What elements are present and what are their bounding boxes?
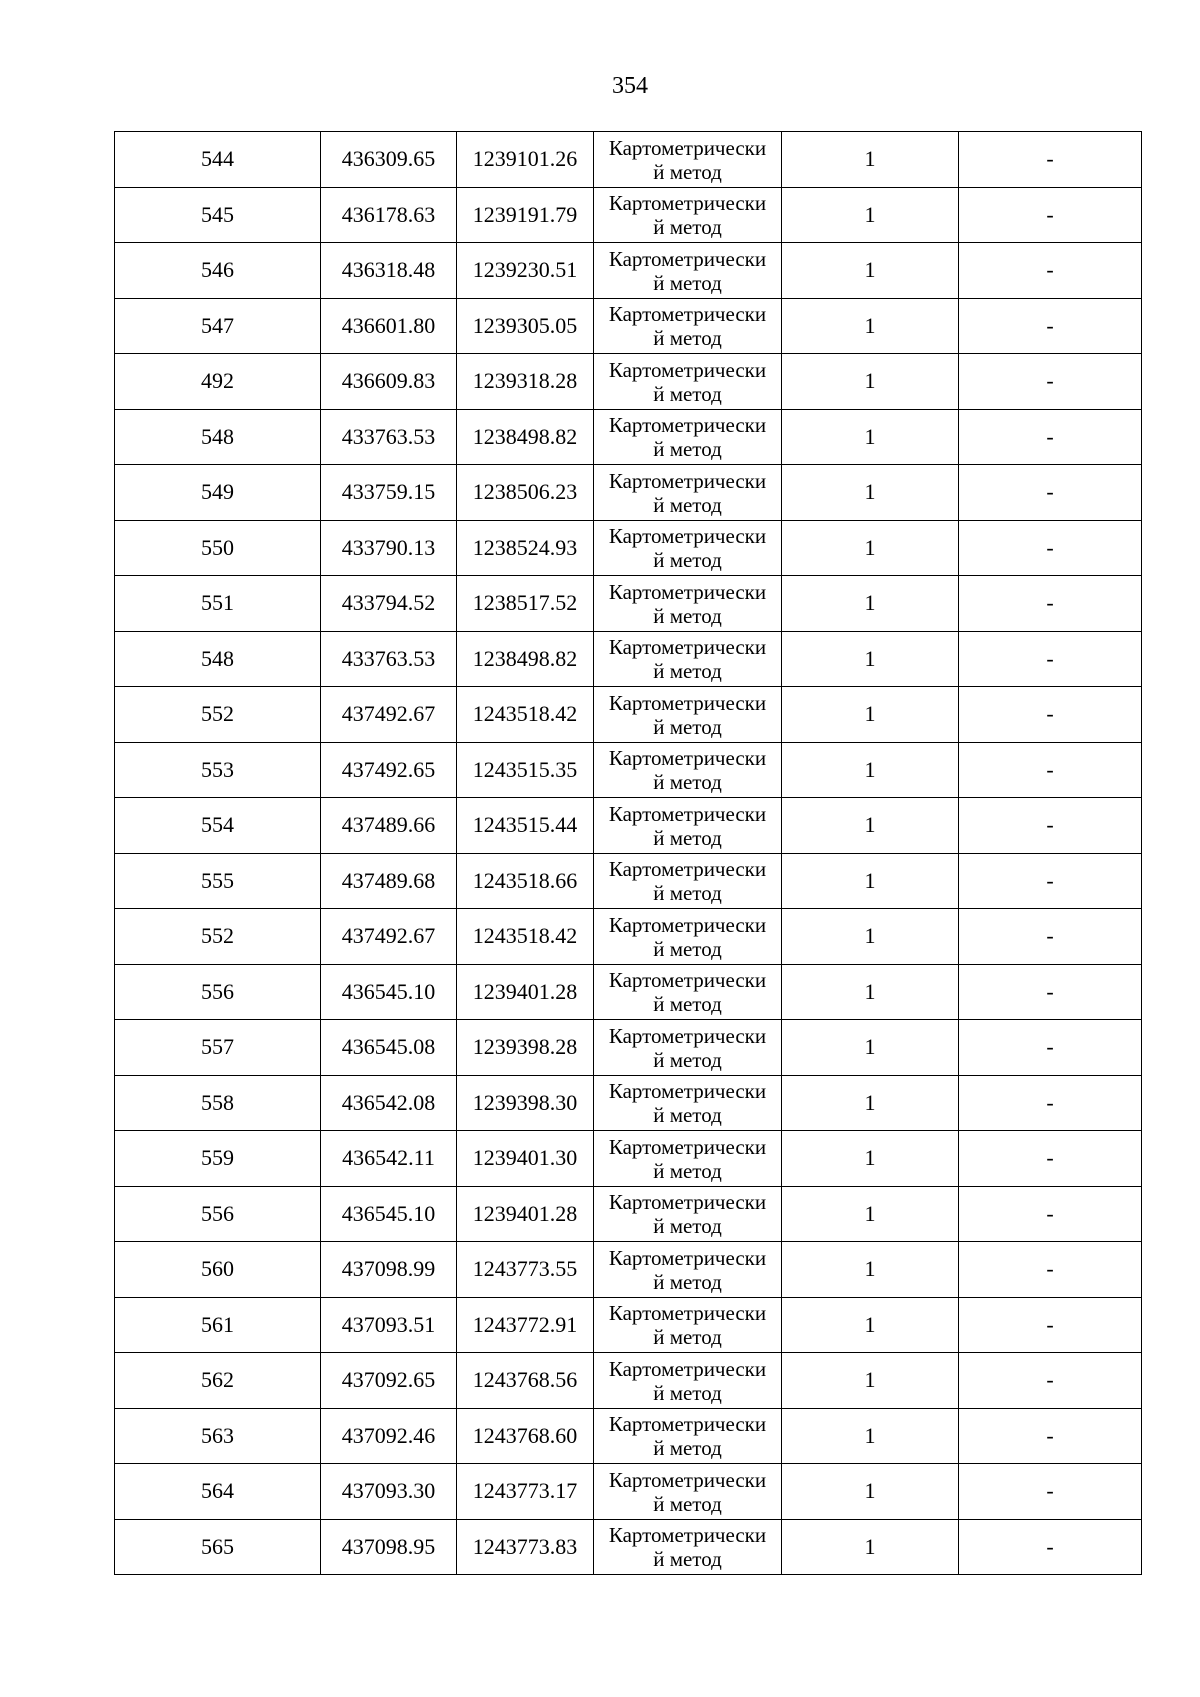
accuracy-cell: 1 [782,964,959,1020]
method-text-line1: Картометрически [608,524,767,549]
method-text-line2: й метод [653,714,722,739]
method-text-line2: й метод [653,1325,722,1350]
point-number-cell: 547 [115,298,321,354]
note-cell: - [959,1075,1142,1131]
x-coordinate-cell: 436318.48 [321,243,457,299]
x-coordinate-cell: 437092.65 [321,1353,457,1409]
accuracy-cell: 1 [782,132,959,188]
point-number-cell: 548 [115,409,321,465]
x-coordinate-cell: 433794.52 [321,576,457,632]
x-coordinate-cell: 433763.53 [321,631,457,687]
y-coordinate-cell: 1238498.82 [457,631,594,687]
y-coordinate-cell: 1239398.30 [457,1075,594,1131]
x-coordinate-cell: 436178.63 [321,187,457,243]
note-cell: - [959,1353,1142,1409]
method-cell [594,354,782,410]
table-row [115,1242,1142,1298]
method-text-line1: Картометрически [608,191,767,216]
note-cell: - [959,576,1142,632]
y-coordinate-cell: 1243772.91 [457,1297,594,1353]
y-coordinate-cell: 1239318.28 [457,354,594,410]
accuracy-cell: 1 [782,243,959,299]
y-coordinate-cell: 1243518.66 [457,853,594,909]
point-number-cell: 556 [115,1186,321,1242]
y-coordinate-cell: 1243768.56 [457,1353,594,1409]
y-coordinate-cell: 1239398.28 [457,1020,594,1076]
method-text-line1: Картометрически [608,857,767,882]
y-coordinate-cell: 1243515.35 [457,742,594,798]
y-coordinate-cell: 1243518.42 [457,909,594,965]
y-coordinate-cell: 1238517.52 [457,576,594,632]
accuracy-cell: 1 [782,631,959,687]
method-text-line1: Картометрически [608,1134,767,1159]
accuracy-cell: 1 [782,909,959,965]
x-coordinate-cell: 437093.51 [321,1297,457,1353]
method-text-line2: й метод [653,1436,722,1461]
x-coordinate-cell: 437492.65 [321,742,457,798]
note-cell: - [959,1186,1142,1242]
point-number-cell: 552 [115,687,321,743]
note-cell: - [959,853,1142,909]
method-text-line2: й метод [653,437,722,462]
method-text-line1: Картометрически [608,1301,767,1326]
x-coordinate-cell: 437489.66 [321,798,457,854]
y-coordinate-cell: 1239230.51 [457,243,594,299]
point-number-cell: 492 [115,354,321,410]
y-coordinate-cell: 1239305.05 [457,298,594,354]
table-row [115,1297,1142,1353]
note-cell: - [959,243,1142,299]
accuracy-cell: 1 [782,1075,959,1131]
method-text-line1: Картометрически [608,746,767,771]
note-cell: - [959,187,1142,243]
table-row [115,1020,1142,1076]
method-text-line2: й метод [653,548,722,573]
table-row [115,1075,1142,1131]
x-coordinate-cell: 433763.53 [321,409,457,465]
point-number-cell: 563 [115,1408,321,1464]
table-row [115,1464,1142,1520]
method-text-line2: й метод [653,770,722,795]
point-number-cell: 553 [115,742,321,798]
accuracy-cell: 1 [782,1519,959,1575]
method-cell [594,243,782,299]
accuracy-cell: 1 [782,798,959,854]
method-text-line1: Картометрически [608,1523,767,1548]
note-cell: - [959,687,1142,743]
accuracy-cell: 1 [782,853,959,909]
y-coordinate-cell: 1243768.60 [457,1408,594,1464]
method-cell [594,853,782,909]
method-text-line2: й метод [653,825,722,850]
accuracy-cell: 1 [782,520,959,576]
accuracy-cell: 1 [782,1242,959,1298]
note-cell: - [959,520,1142,576]
method-text-line2: й метод [653,1491,722,1516]
method-text-line1: Картометрически [608,801,767,826]
accuracy-cell: 1 [782,409,959,465]
method-text-line2: й метод [653,1158,722,1183]
point-number-cell: 565 [115,1519,321,1575]
note-cell: - [959,909,1142,965]
y-coordinate-cell: 1243515.44 [457,798,594,854]
x-coordinate-cell: 433759.15 [321,465,457,521]
method-text-line1: Картометрически [608,135,767,160]
y-coordinate-cell: 1238506.23 [457,465,594,521]
note-cell: - [959,964,1142,1020]
method-text-line2: й метод [653,215,722,240]
point-number-cell: 544 [115,132,321,188]
x-coordinate-cell: 436609.83 [321,354,457,410]
method-cell [594,798,782,854]
method-text-line1: Картометрически [608,246,767,271]
method-text-line2: й метод [653,992,722,1017]
table-row [115,1186,1142,1242]
method-text-line1: Картометрически [608,1190,767,1215]
note-cell: - [959,1131,1142,1187]
point-number-cell: 560 [115,1242,321,1298]
point-number-cell: 551 [115,576,321,632]
note-cell: - [959,1464,1142,1520]
note-cell: - [959,1242,1142,1298]
method-cell [594,1242,782,1298]
point-number-cell: 558 [115,1075,321,1131]
method-text-line1: Картометрически [608,1412,767,1437]
note-cell: - [959,1020,1142,1076]
accuracy-cell: 1 [782,1464,959,1520]
x-coordinate-cell: 436542.08 [321,1075,457,1131]
table-row [115,409,1142,465]
y-coordinate-cell: 1239191.79 [457,187,594,243]
method-text-line2: й метод [653,1103,722,1128]
table-row [115,132,1142,188]
accuracy-cell: 1 [782,687,959,743]
method-cell [594,742,782,798]
point-number-cell: 549 [115,465,321,521]
method-cell [594,1353,782,1409]
method-text-line2: й метод [653,492,722,517]
method-text-line1: Картометрически [608,1467,767,1492]
accuracy-cell: 1 [782,1186,959,1242]
x-coordinate-cell: 436545.08 [321,1020,457,1076]
note-cell: - [959,1408,1142,1464]
method-text-line1: Картометрически [608,1356,767,1381]
method-text-line1: Картометрически [608,1023,767,1048]
method-cell [594,298,782,354]
method-cell [594,1519,782,1575]
note-cell: - [959,298,1142,354]
method-cell [594,909,782,965]
point-number-cell: 562 [115,1353,321,1409]
table-row [115,909,1142,965]
table-row [115,1408,1142,1464]
method-cell [594,1186,782,1242]
method-text-line2: й метод [653,936,722,961]
method-text-line2: й метод [653,1214,722,1239]
method-cell [594,520,782,576]
y-coordinate-cell: 1243773.83 [457,1519,594,1575]
table-row [115,298,1142,354]
method-cell [594,1297,782,1353]
point-number-cell: 545 [115,187,321,243]
accuracy-cell: 1 [782,1020,959,1076]
method-cell [594,576,782,632]
x-coordinate-cell: 436545.10 [321,1186,457,1242]
table-row [115,243,1142,299]
x-coordinate-cell: 437098.95 [321,1519,457,1575]
y-coordinate-cell: 1239401.28 [457,964,594,1020]
note-cell: - [959,354,1142,410]
accuracy-cell: 1 [782,742,959,798]
method-cell [594,1408,782,1464]
method-text-line1: Картометрически [608,302,767,327]
method-cell [594,1464,782,1520]
method-text-line1: Картометрически [608,1245,767,1270]
x-coordinate-cell: 437098.99 [321,1242,457,1298]
method-text-line1: Картометрически [608,579,767,604]
note-cell: - [959,1519,1142,1575]
method-text-line1: Картометрически [608,635,767,660]
accuracy-cell: 1 [782,354,959,410]
table-row [115,853,1142,909]
x-coordinate-cell: 437489.68 [321,853,457,909]
table-row [115,798,1142,854]
method-text-line1: Картометрически [608,413,767,438]
table-row [115,631,1142,687]
point-number-cell: 554 [115,798,321,854]
point-number-cell: 564 [115,1464,321,1520]
coordinates-table [114,131,1142,1575]
method-cell [594,964,782,1020]
table-row [115,354,1142,410]
accuracy-cell: 1 [782,1353,959,1409]
x-coordinate-cell: 436542.11 [321,1131,457,1187]
method-cell [594,465,782,521]
table-row [115,964,1142,1020]
method-text-line2: й метод [653,881,722,906]
table-row [115,1353,1142,1409]
method-text-line1: Картометрически [608,912,767,937]
coordinates-table-body [115,132,1142,1575]
x-coordinate-cell: 436309.65 [321,132,457,188]
point-number-cell: 552 [115,909,321,965]
point-number-cell: 546 [115,243,321,299]
x-coordinate-cell: 437492.67 [321,687,457,743]
accuracy-cell: 1 [782,187,959,243]
note-cell: - [959,465,1142,521]
x-coordinate-cell: 433790.13 [321,520,457,576]
method-text-line2: й метод [653,1547,722,1572]
y-coordinate-cell: 1243518.42 [457,687,594,743]
method-text-line1: Картометрически [608,357,767,382]
table-row [115,742,1142,798]
y-coordinate-cell: 1238524.93 [457,520,594,576]
method-text-line2: й метод [653,1047,722,1072]
method-cell [594,1131,782,1187]
method-cell [594,132,782,188]
method-cell [594,409,782,465]
table-row [115,465,1142,521]
page-number: 354 [612,73,648,99]
method-cell [594,687,782,743]
point-number-cell: 557 [115,1020,321,1076]
table-row [115,187,1142,243]
table-row [115,687,1142,743]
x-coordinate-cell: 437093.30 [321,1464,457,1520]
method-cell [594,187,782,243]
point-number-cell: 559 [115,1131,321,1187]
point-number-cell: 550 [115,520,321,576]
method-text-line2: й метод [653,1269,722,1294]
table-row [115,1131,1142,1187]
note-cell: - [959,132,1142,188]
accuracy-cell: 1 [782,298,959,354]
x-coordinate-cell: 437092.46 [321,1408,457,1464]
method-cell [594,631,782,687]
y-coordinate-cell: 1243773.55 [457,1242,594,1298]
y-coordinate-cell: 1238498.82 [457,409,594,465]
method-text-line2: й метод [653,603,722,628]
y-coordinate-cell: 1239401.28 [457,1186,594,1242]
method-text-line2: й метод [653,659,722,684]
y-coordinate-cell: 1243773.17 [457,1464,594,1520]
table-row [115,576,1142,632]
method-text-line2: й метод [653,326,722,351]
point-number-cell: 561 [115,1297,321,1353]
point-number-cell: 555 [115,853,321,909]
method-text-line2: й метод [653,159,722,184]
method-text-line1: Картометрически [608,468,767,493]
method-cell [594,1020,782,1076]
accuracy-cell: 1 [782,576,959,632]
note-cell: - [959,1297,1142,1353]
note-cell: - [959,409,1142,465]
method-cell [594,1075,782,1131]
x-coordinate-cell: 437492.67 [321,909,457,965]
accuracy-cell: 1 [782,1297,959,1353]
accuracy-cell: 1 [782,1131,959,1187]
method-text-line1: Картометрически [608,690,767,715]
table-row [115,520,1142,576]
x-coordinate-cell: 436601.80 [321,298,457,354]
method-text-line2: й метод [653,381,722,406]
note-cell: - [959,798,1142,854]
y-coordinate-cell: 1239401.30 [457,1131,594,1187]
method-text-line1: Картометрически [608,968,767,993]
y-coordinate-cell: 1239101.26 [457,132,594,188]
note-cell: - [959,742,1142,798]
accuracy-cell: 1 [782,1408,959,1464]
method-text-line2: й метод [653,1380,722,1405]
x-coordinate-cell: 436545.10 [321,964,457,1020]
point-number-cell: 556 [115,964,321,1020]
method-text-line2: й метод [653,270,722,295]
table-row [115,1519,1142,1575]
note-cell: - [959,631,1142,687]
point-number-cell: 548 [115,631,321,687]
accuracy-cell: 1 [782,465,959,521]
method-text-line1: Картометрически [608,1079,767,1104]
